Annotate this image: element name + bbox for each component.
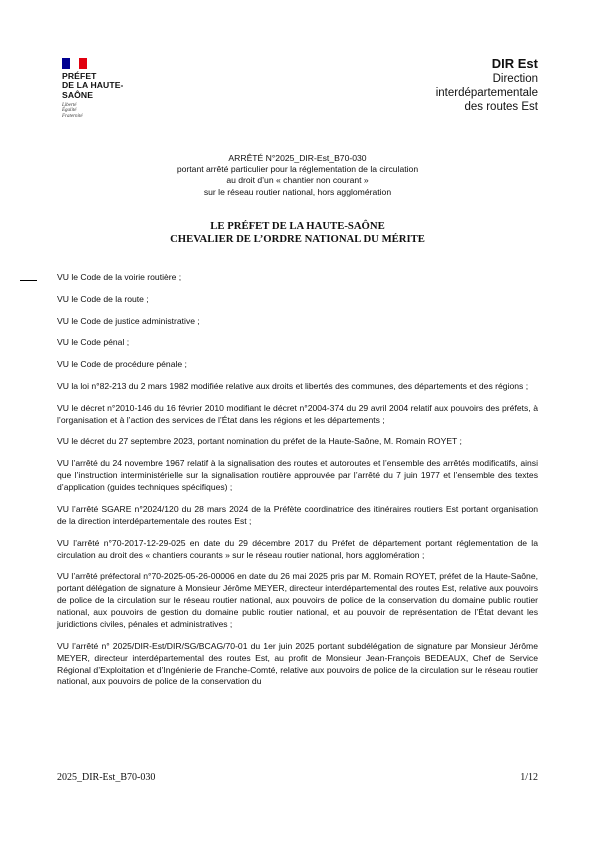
page-number: 1/12 xyxy=(520,772,538,783)
visa-paragraph: VU le décret du 27 septembre 2023, portant nomination du préfet de la Haute-Saône, M. Romain ROYET ; xyxy=(57,436,462,447)
arrete-subject-line: sur le réseau routier national, hors agglomération xyxy=(203,186,392,197)
republic-motto xyxy=(62,103,142,120)
visa-paragraph: VU le Code de justice administrative ; xyxy=(57,315,200,326)
prefecture-name xyxy=(62,72,142,100)
margin-dash xyxy=(20,280,37,281)
motto-line: Liberté xyxy=(62,102,77,108)
direction-name: DIR Est xyxy=(491,56,538,71)
arrete-subject-line: portant arrêté particulier pour la réglementation de la circulation xyxy=(176,164,419,175)
prefecture-logo xyxy=(62,58,142,120)
motto-line: Fraternité xyxy=(62,114,83,120)
visas-list xyxy=(57,272,538,698)
visa-paragraph: VU l’arrêté du 24 novembre 1967 relatif à la signalisation des routes et autoroutes et l’ensemble des arrêtés modificatifs, ainsi que l’instruction interministérielle sur la signalisation routière approuvée par l’arrêté du 7 juin 1977 et l’ensemble des textes d’application (guides techniques spécifiques) ; xyxy=(57,458,538,493)
footer-reference: 2025_DIR-Est_B70-030 xyxy=(57,772,156,783)
visa-paragraph: VU le Code pénal ; xyxy=(57,337,130,348)
prefecture-name-line: PRÉFET xyxy=(62,71,97,81)
direction-header xyxy=(436,56,538,114)
arrete-subject-line: au droit d’un « chantier non courant » xyxy=(226,175,369,186)
direction-subtitle-line: Direction xyxy=(492,73,538,85)
arrete-number: ARRÊTÉ N°2025_DIR-Est_B70-030 xyxy=(228,153,367,163)
visa-paragraph: VU l’arrêté préfectoral n°70-2025-05-26-00006 en date du 26 mai 2025 pris par M. Romain ROYET, préfet de la Haute-Saône, portant délégation de signature à Monsieur Jérôme MEYER, directeur interdépartemental des routes Est, relative aux pouvoirs de police de la circulation sur le réseau routier national, aux pouvoirs de police de la conservation du domaine public routier national, aux pouvoirs de gestion du domaine public routier national, et au pouvoir de représentation de l’État devant les juridictions civiles, pénales et administratives ; xyxy=(57,571,538,629)
visa-paragraph: VU le Code de la voirie routière ; xyxy=(57,272,182,282)
flag-red-stripe xyxy=(79,58,87,69)
flag-white-stripe xyxy=(70,58,78,69)
prefet-title: LE PRÉFET DE LA HAUTE-SAÔNE xyxy=(210,220,385,232)
visa-paragraph: VU le décret n°2010-146 du 16 février 2010 modifiant le décret n°2004-374 du 29 avril 2004 relatif aux pouvoirs des préfets, à l’organisation et à l’action des services de l’État dans les régions et les départements ; xyxy=(57,402,538,425)
visa-paragraph: VU la loi n°82-213 du 2 mars 1982 modifiée relative aux droits et libertés des communes, des départements et des régions ; xyxy=(57,380,529,391)
french-flag-icon xyxy=(62,58,87,69)
flag-blue-stripe xyxy=(62,58,70,69)
arrete-title-block xyxy=(0,153,595,198)
direction-subtitle-line: des routes Est xyxy=(464,101,538,113)
page-footer xyxy=(57,772,538,783)
visa-paragraph: VU l’arrêté n° 2025/DIR-Est/DIR/SG/BCAG/70-01 du 1er juin 2025 portant subdélégation de signature par Monsieur Jérôme MEYER, directeur interdépartemental des routes Est, au profit de Monsieur Jean-François BEDEAUX, Chef de Service Régional d’Exploitation et d’Ingénierie de Franche-Comté, relative aux pouvoirs de police de la circulation sur le réseau routier national, aux pouvoirs de police de la conservation du xyxy=(57,640,538,687)
prefecture-name-line: SAÔNE xyxy=(62,89,94,100)
prefecture-name-line: DE LA HAUTE- xyxy=(62,80,124,91)
visa-paragraph: VU le Code de la route ; xyxy=(57,293,149,304)
visa-paragraph: VU le Code de procédure pénale ; xyxy=(57,359,187,370)
visa-paragraph: VU l’arrêté SGARE n°2024/120 du 28 mars 2024 de la Préfète coordinatrice des itinéraires routiers Est portant organisation de la direction interdépartementale des routes Est ; xyxy=(57,503,538,526)
prefet-heading xyxy=(0,220,595,246)
prefet-distinction: CHEVALIER DE L’ORDRE NATIONAL DU MÉRITE xyxy=(170,233,425,245)
visa-paragraph: VU l’arrêté n°70-2017-12-29-025 en date du 29 décembre 2017 du Préfet de département portant réglementation de la circulation au droit des « chantiers courants » sur le réseau routier national, hors agglomération ; xyxy=(57,537,538,560)
motto-line: Égalité xyxy=(62,108,77,114)
direction-subtitle-line: interdépartementale xyxy=(435,87,538,99)
